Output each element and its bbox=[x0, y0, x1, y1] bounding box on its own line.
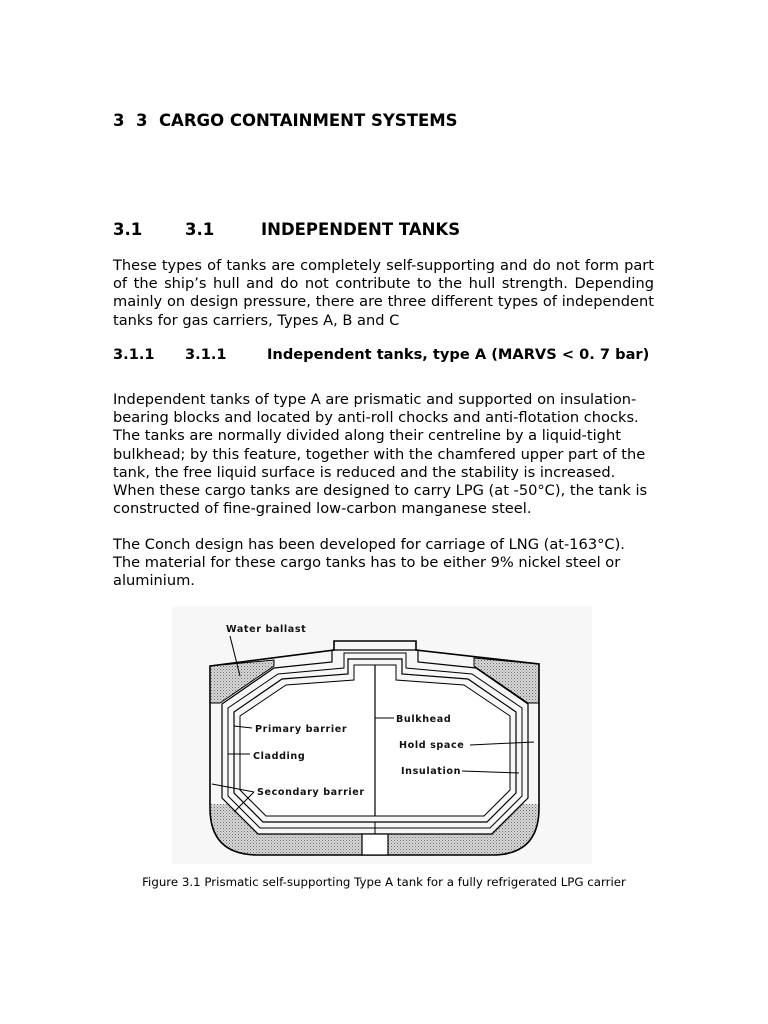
label-insulation: Insulation bbox=[401, 766, 461, 777]
section-heading bbox=[113, 220, 658, 239]
subsection-title: Independent tanks, type A (MARVS < 0. 7 bar) bbox=[267, 346, 650, 363]
label-cladding: Cladding bbox=[253, 751, 306, 762]
subsection-heading bbox=[113, 346, 654, 365]
label-hold-space: Hold space bbox=[399, 740, 465, 751]
label-bulkhead: Bulkhead bbox=[396, 714, 452, 725]
subsection-number: 3.1.1 bbox=[113, 346, 155, 363]
label-secondary-barrier: Secondary barrier bbox=[257, 787, 365, 798]
subsection-number-repeat: 3.1.1 bbox=[185, 346, 227, 363]
section-title: INDEPENDENT TANKS bbox=[261, 220, 461, 239]
label-water-ballast: Water ballast bbox=[226, 624, 307, 635]
section-number: 3.1 bbox=[113, 220, 143, 239]
intro-paragraph: These types of tanks are completely self-supporting and do not form part of the ship’s hull and do not contribute to the hull strength. Depending mainly on design pressure, there are three different types of independent tanks for gas carriers, Types A, B and C bbox=[113, 257, 654, 329]
section-number-repeat: 3.1 bbox=[185, 220, 215, 239]
centre-keel-block bbox=[362, 834, 388, 855]
chapter-heading: 3 3 CARGO CONTAINMENT SYSTEMS bbox=[113, 111, 458, 130]
conch-paragraph: The Conch design has been developed for carriage of LNG (at-163°C). The material for these cargo tanks has to be either 9% nickel steel or aluminium. bbox=[113, 536, 625, 590]
figure-caption: Figure 3.1 Prismatic self-supporting Type A tank for a fully refrigerated LPG carrier bbox=[142, 875, 626, 889]
tank-cross-section-figure bbox=[172, 606, 592, 864]
tank-diagram bbox=[172, 606, 592, 864]
label-primary-barrier: Primary barrier bbox=[255, 724, 348, 735]
type-a-paragraph: Independent tanks of type A are prismatic and supported on insulation-bearing blocks and located by anti-roll chocks and anti-flotation chocks. The tanks are normally divided along their centreline by a liquid-tight bulkhead; by this feature, together with the chamfered upper part of the tank, the free liquid surface is reduced and the stability is increased. When these cargo tanks are designed to carry LPG (at -50°C), the tank is constructed of fine-grained low-carbon manganese steel. bbox=[113, 391, 648, 518]
